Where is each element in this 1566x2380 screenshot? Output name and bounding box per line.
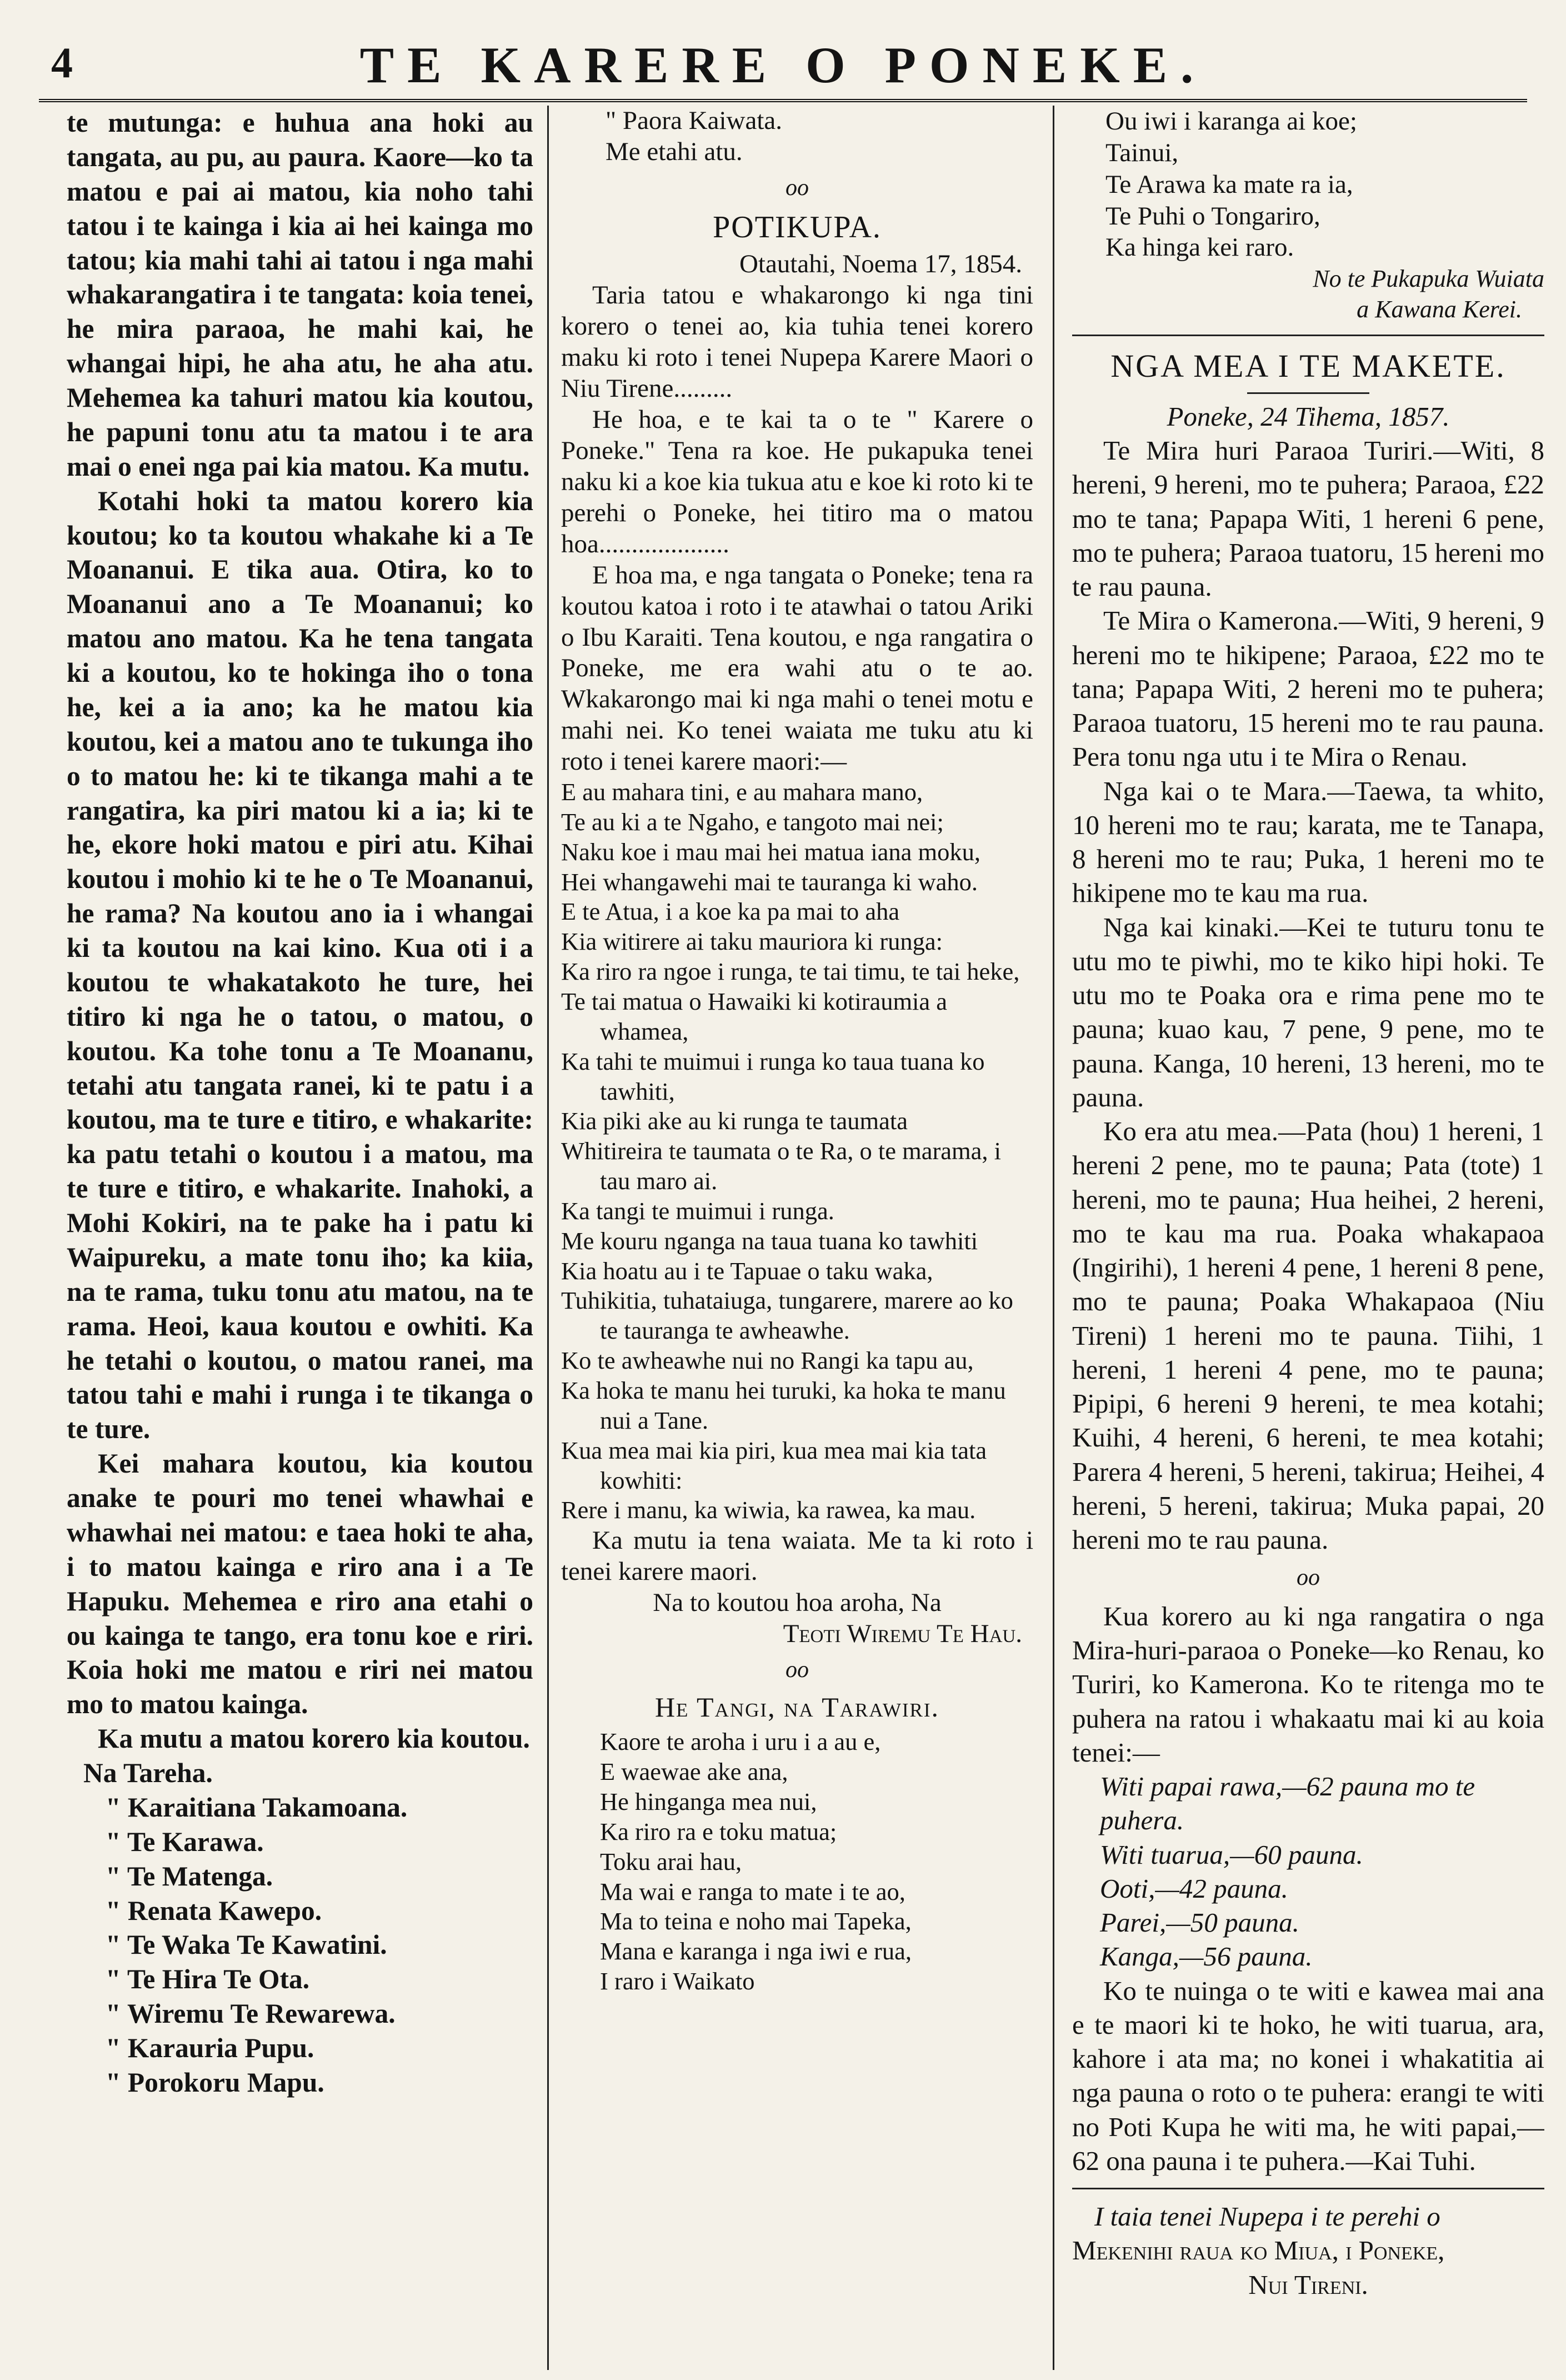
verse-line: Ka hinga kei raro. [1105, 233, 1294, 262]
verse-line: E waewae ake ana, [600, 1758, 788, 1786]
verse-line: Me kouru nganga na taua tuana ko tawhiti [561, 1226, 978, 1255]
col2-signoff-name: Teoti Wiremu Te Hau. [783, 1619, 1022, 1648]
section-heading-tangi: He Tangi, na Tarawiri. [654, 1691, 940, 1723]
market-date: Poneke, 24 Tihema, 1857. [1167, 401, 1450, 432]
verse-line: Tuhikitia, tuhataiuga, tungarere, marere ao ko te tauranga te awheawhe. [561, 1286, 1013, 1345]
verse-line: Ma wai e ranga to mate i te ao, [600, 1877, 905, 1905]
verse-line: Ka tangi te muimui i runga. [561, 1196, 834, 1225]
section-rule [1072, 2188, 1544, 2189]
signatory: " Te Karawa. [106, 1826, 264, 1857]
imprint-line-3: Nui Tireni. [1248, 2269, 1368, 2300]
imprint-line-1: I taia tenei Nupepa i te perehi o [1094, 2201, 1440, 2232]
verse-line: Te au ki a te Ngaho, e tangoto mai nei; [561, 807, 944, 836]
signatory: " Porokoru Mapu. [106, 2067, 324, 2098]
signatory: " Karaitiana Takamoana. [106, 1792, 408, 1823]
ornament-divider: oo [1297, 1565, 1320, 1591]
signatory: " Wiremu Te Rewarewa. [106, 1998, 396, 2029]
price-item: Witi papai rawa,—62 pauna mo te puhera. [1100, 1771, 1475, 1836]
section-heading-potikupa: POTIKUPA. [713, 209, 882, 245]
verse-line: Naku koe i mau mai hei matua iana moku, [561, 837, 981, 866]
column-1 [67, 106, 533, 2373]
newspaper-title: TE KARERE O PONEKE. [359, 37, 1207, 93]
verse-line: Kia piki ake au ki runga te taumata [561, 1107, 908, 1135]
column-3 [1072, 106, 1544, 2373]
market-para: Te Mira o Kamerona.—Witi, 9 hereni, 9 hereni mo te hikipene; Paraoa, £22 mo te tana; Papapa Witi, 2 hereni mo te puhera; Paraoa tuatoru, 15 hereni mo te rau pauna. Pera tonu nga utu i te Mira o Renau. [1072, 605, 1544, 772]
ornament-divider: oo [785, 1656, 809, 1683]
verse-line: Ka riro ra ngoe i runga, te tai timu, te tai heke, [561, 957, 1020, 986]
imprint-line-2: Mekenihi raua ko Miua, i Poneke, [1072, 2235, 1445, 2266]
price-list [1072, 1769, 1544, 1974]
verse-source-line-2: a Kawana Kerei. [1357, 296, 1522, 323]
verse-line: Te Arawa ka mate ra ia, [1105, 169, 1353, 199]
verse-line: Kaore te aroha i uru i a au e, [600, 1728, 881, 1756]
verse-line: Te Puhi o Tongariro, [1105, 201, 1320, 231]
col2-para-3: E hoa ma, e nga tangata o Poneke; tena ra koutou katoa i roto i te atawhai o tatou Ariki o Ibu Karaiti. Tena koutou, e nga rangatira o Poneke, me era wahi atu o te ao. Wkakarongo mai ki nga mahi o tenei motu e mahi nei. Ko tenei waiata me tuku atu ki roto i tenei karere maori:— [561, 560, 1033, 776]
column-2 [561, 106, 1033, 2373]
market-para: Ko era atu mea.—Pata (hou) 1 hereni, 1 hereni 2 pene, mo te pauna; Pata (tote) 1 hereni, mo te pauna; Hua heihei, 2 hereni, mo te kau ma rua. Poaka whakapaoa (Ingirihi), 1 hereni 4 pene, 1 hereni 8 pene, mo te pauna; Poaka Whakapaoa (Niu Tireni) 1 hereni mo te pauna. Tiihi, 1 hereni, 1 hereni 4 pene, mo te pauna; Pipipi, 6 hereni 9 hereni, te mea kotahi; Kuihi, 4 hereni, 6 hereni, te mea kotahi; Parera 4 hereni, 5 hereni, takirua; Heihei, 4 hereni, 5 hereni, takirua; Muka papai, 20 hereni mo te rau pauna. [1072, 1116, 1544, 1555]
verse-line: He hinganga mea nui, [600, 1788, 817, 1816]
verse-ending [1072, 106, 1544, 263]
column-divider-2 [1053, 106, 1054, 2370]
verse-line: Whitireira te taumata o te Ra, o te marama, i tau maro ai. [561, 1137, 1002, 1195]
verse-line: E te Atua, i a koe ka pa mai to aha [561, 897, 900, 926]
signatory-lead: Na Tareha. [83, 1758, 213, 1788]
signatory: " Te Matenga. [106, 1860, 273, 1892]
col2-signature [561, 106, 1033, 168]
page-number: 4 [51, 38, 73, 87]
notice-para: Kua korero au ki nga rangatira o nga Mira-huri-paraoa o Poneke—ko Renau, ko Turiri, ko Kamerona. Ko te ritenga mo te puhera na ratou i whakaatu mai ki au koia tenei:— [1072, 1600, 1544, 1768]
col2-para-2: He hoa, e te kai ta o te " Karere o Poneke." Tena ra koe. He pukapuka tenei naku ki a koe kia tukua atu e koe ki roto ki te perehi o Poneke, hei titiro ma o matou hoa.................... [561, 405, 1033, 558]
col1-para-3: Kei mahara koutou, kia koutou anake te pouri mo tenei whawhai e whawhai nei matou: e taea hoki te aha, i to matou kainga e riro ana i a Te Hapuku. Mehemea e riro ana etahi o ou kainga te tango, era tonu koe e riri. Koia hoki me matou e riri nei matou mo to matou kainga. [67, 1448, 533, 1720]
verse-line: Ma to teina e noho mai Tapeka, [600, 1907, 912, 1935]
masthead [39, 33, 1528, 106]
column-divider-1 [547, 106, 549, 2370]
signatory-list [67, 1790, 533, 2100]
col2-closing: Ka mutu ia tena waiata. Me ta ki roto i tenei karere maori. [561, 1526, 1033, 1586]
signatory: Me etahi atu. [606, 137, 743, 166]
col2-signoff: Na to koutou hoa aroha, Na [653, 1588, 942, 1618]
market-heading: NGA MEA I TE MAKETE. [1110, 348, 1506, 385]
price-item: Ooti,—42 pauna. [1100, 1873, 1288, 1904]
verse-line: Kia witirere ai taku mauriora ki runga: [561, 927, 943, 956]
masthead-rule [39, 99, 1527, 102]
final-para: Ko te nuinga o te witi e kawea mai ana e te maori ki te hoko, he witi tuarua, ara, kahore i ata ma; no konei i whakatitia ai nga pauna o roto o te puhera: erangi te witi no Poti Kupa he witi ma, he witi papai,—62 ona pauna i te puhera.—Kai Tuhi. [1072, 1975, 1544, 2176]
verse-line: Ko te awheawhe nui no Rangi ka tapu au, [561, 1346, 974, 1375]
signatory: " Te Waka Te Kawatini. [106, 1929, 387, 1960]
market-para: Nga kai o te Mara.—Taewa, ta whito, 10 hereni mo te rau; karata, me te Tanapa, 8 hereni mo te rau; Puka, 1 hereni mo te hikipene mo te kau ma rua. [1072, 775, 1544, 909]
col1-para-1: te mutunga: e huhua ana hoki au tangata, au pu, au paura. Kaore—ko ta matou e pai ai matou, kia noho tahi tatou i te kainga i kia ai hei kainga mo tatou; kia mahi tahi ai tatou i nga mahi whakarangatira i te tangata: koia tenei, he mira paraoa, he mahi kai, he whangai hipi, he aha atu, he aha atu. Mehemea ka tahuri matou kia koutou, he papuni tonu atu ta matou i te ara mai o enei nga pai kia matou. Ka mutu. [67, 107, 533, 482]
col1-para-2: Kotahi hoki ta matou korero kia koutou; ko ta koutou whakahe ki a Te Moananui. E tika aua. Otira, ko to Moananui ano a Te Moananui; ko matou ano matou. Ka he tena tangata ki a koutou, ko te hokinga iho o tona he, kei a ia ano; ka he matou kia koutou, kei a matou ano te tukunga iho o to matou he: ki te tikanga mahi a te rangatira, ka piri matou ki a ia; ki te he, ekore hoki matou e piri atu. Kihai koutou i mohio ki te he o Te Moananui, he rama? Na koutou ano ia i whangai ki ta koutou na kai kino. Kua oti i a koutou te whakatakoto he ture, hei titiro ki nga he o tatou, o matou, o koutou. Ka tohe tonu a Te Moananu, tetahi atu tangata ranei, ki te patu i a koutou, ma te ture e titiro, e whakarite: ka patu tetahi o koutou i a matou, ma te ture e titiro, e whakarite. Inahoki, a Mohi Kokiri, na te pake ha i patu ki Waipureku, a mate tonu iho; ka kiia, na te rama, tuku tonu atu matou, na te rama. Heoi, kaua koutou e owhiti. Ka he tetahi o koutou, o matou ranei, ma tatou tahi e mahi i runga i te tikanga o te ture. [67, 485, 533, 1445]
dateline: Otautahi, Noema 17, 1854. [739, 250, 1022, 279]
market-para: Te Mira huri Paraoa Turiri.—Witi, 8 hereni, 9 hereni, mo te puhera; Paraoa, £22 mo te tana; Papapa Witi, 1 hereni 6 pene, mo te puhera; Paraoa tuatoru, 15 hereni mo te rau pauna. [1072, 435, 1544, 602]
verse-line: Ka riro ra e toku matua; [600, 1817, 837, 1845]
verse-line: Tainui, [1105, 138, 1179, 167]
waiata-verse [561, 777, 1033, 1525]
ornament-divider: oo [785, 174, 809, 201]
verse-line: I raro i Waikato [600, 1967, 755, 1995]
tangi-verse [561, 1727, 1033, 1997]
verse-line: Ka hoka te manu hei turuki, ka hoka te manu nui a Tane. [561, 1376, 1006, 1434]
price-item: Witi tuarua,—60 pauna. [1100, 1839, 1363, 1870]
price-item: Parei,—50 pauna. [1100, 1907, 1299, 1938]
verse-line: Ou iwi i karanga ai koe; [1105, 107, 1357, 136]
verse-line: E au mahara tini, e au mahara mano, [561, 778, 923, 806]
verse-source-line-1: No te Pukapuka Wuiata [1313, 265, 1544, 293]
verse-line: Kia hoatu au i te Tapuae o taku waka, [561, 1256, 933, 1285]
verse-line: Te tai matua o Hawaiki ki kotiraumia a whamea, [561, 987, 948, 1045]
section-rule [1072, 335, 1544, 336]
price-item: Kanga,—56 pauna. [1100, 1941, 1313, 1972]
market-para: Nga kai kinaki.—Kei te tuturu tonu te utu mo te piwhi, mo te kiko hipi hoki. Te utu mo te Poaka ora e rima pene mo te pauna; kuao kau, 7 pene, 9 pene, mo te pauna. Kanga, 10 hereni, 13 hereni, mo te pauna. [1072, 911, 1544, 1112]
verse-line: Toku arai hau, [600, 1847, 742, 1875]
col1-para-4: Ka mutu a matou korero kia koutou. [98, 1723, 530, 1754]
col2-para-1: Taria tatou e whakarongo ki nga tini korero o tenei ao, kia tuhia tenei korero maku ki roto i tenei Nupepa Karere Maori o Niu Tirene......... [561, 281, 1033, 403]
verse-line: Hei whangawehi mai te tauranga ki waho. [561, 867, 978, 896]
signatory: " Te Hira Te Ota. [106, 1964, 310, 1995]
verse-line: Kua mea mai kia piri, kua mea mai kia tata kowhiti: [561, 1436, 987, 1494]
signatory: " Renata Kawepo. [106, 1895, 322, 1926]
verse-line: Mana e karanga i nga iwi e rua, [600, 1937, 912, 1965]
signatory: " Paora Kaiwata. [606, 106, 783, 135]
verse-line: Rere i manu, ka wiwia, ka rawea, ka mau. [561, 1496, 976, 1524]
short-rule [1247, 392, 1369, 394]
signatory: " Karauria Pupu. [106, 2033, 314, 2063]
verse-line: Ka tahi te muimui i runga ko taua tuana ko tawhiti, [561, 1047, 985, 1105]
